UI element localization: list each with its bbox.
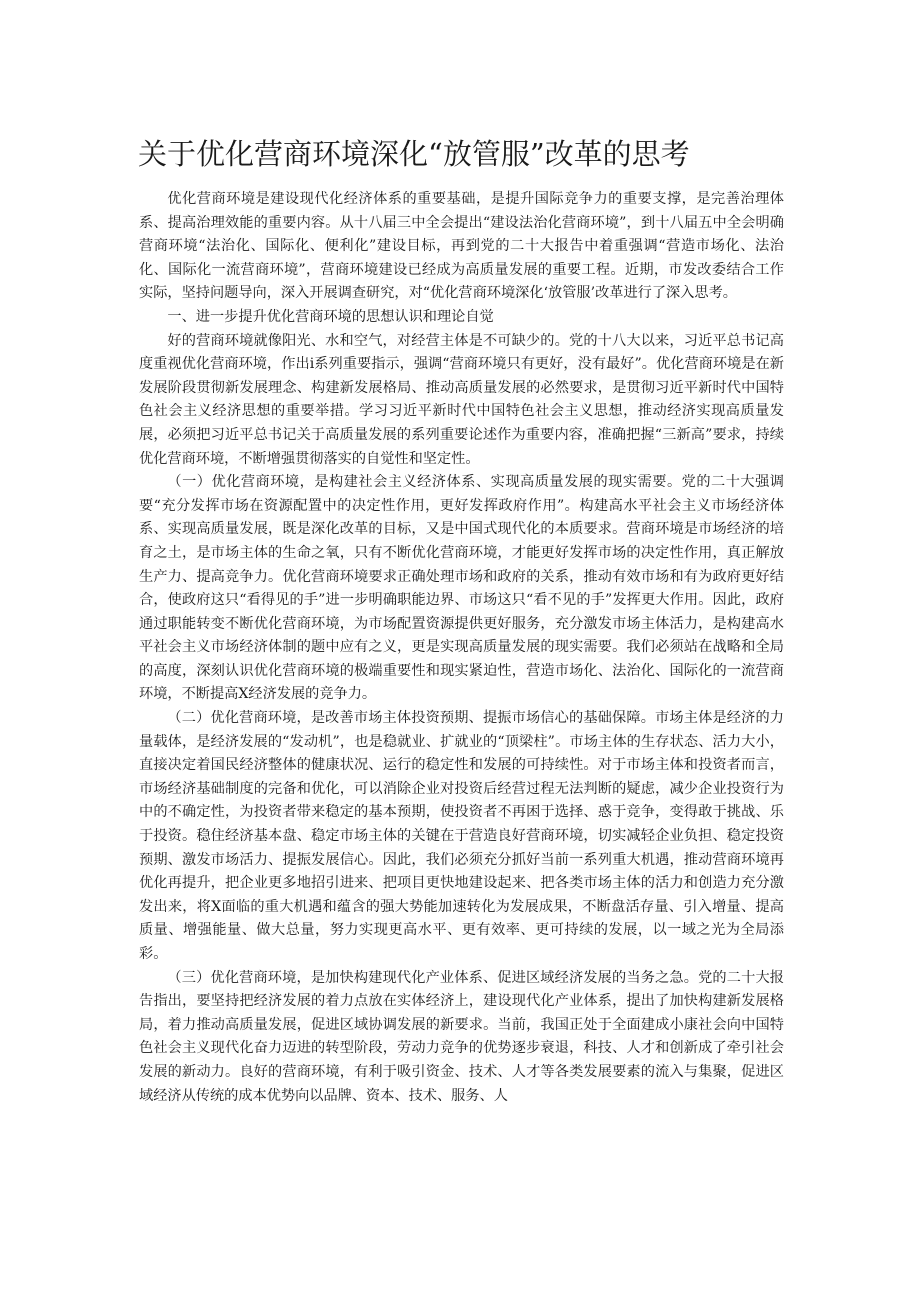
intro-paragraph: 优化营商环境是建设现代化经济体系的重要基础，是提升国际竞争力的重要支撑，是完善治理体系、提高治理效能的重要内容。从十八届三中全会提出“建设法治化营商环境”，到十八届五中全会明确营商环境“法治化、国际化、便利化”建设目标，再到党的二十大报告中着重强调“营造市场化、法治化、国际化一流营商环境”，营商环境建设已经成为高质量发展的重要工程。近期，市发改委结合工作实际，坚持问题导向，深入开展调查研究，对“优化营商环境深化‘放管服’改革进行了深入思考。 [139, 191, 784, 302]
body-paragraph: 好的营商环境就像阳光、水和空气，对经营主体是不可缺少的。党的十八大以来，习近平总书记高度重视优化营商环境，作出i系列重要指示，强调“营商环境只有更好，没有最好”。优化营商环境是在新发展阶段贯彻新发展理念、构建新发展格局、推动高质量发展的必然要求，是贯彻习近平新时代中国特色社会主义经济思想的重要举措。学习习近平新时代中国特色社会主义思想，推动经济实现高质量发展，必须把习近平总书记关于高质量发展的系列重要论述作为重要内容，准确把握“三新高”要求，持续优化营商环境，不断增强贯彻落实的自觉性和坚定性。 [139, 332, 784, 467]
document-body [139, 188, 784, 1108]
body-paragraph: （一）优化营商环境，是构建社会主义经济体系、实现高质量发展的现实需要。党的二十大强调要“充分发挥市场在资源配置中的决定性作用，更好发挥政府作用”。构建高水平社会主义市场经济体系、实现高质量发展，既是深化改革的目标，又是中国式现代化的本质要求。营商环境是市场经济的培育之土，是市场主体的生命之氧，只有不断优化营商环境，才能更好发挥市场的决定性作用，真正解放生产力、提高竞争力。优化营商环境要求正确处理市场和政府的关系，推动有效市场和有为政府更好结合，使政府这只“看得见的手”进一步明确职能边界、市场这只“看不见的手”发挥更大作用。因此，政府通过职能转变不断优化营商环境，为市场配置资源提供更好服务，充分激发市场主体活力，是构建高水平社会主义市场经济体制的题中应有之义，更是实现高质量发展的现实需要。我们必须站在战略和全局的高度，深刻认识优化营商环境的极端重要性和现实紧迫性，营造市场化、法治化、国际化的一流营商环境，不断提高X经济发展的竞争力。 [139, 474, 784, 703]
body-paragraph: （三）优化营商环境，是加快构建现代化产业体系、促进区域经济发展的当务之急。党的二十大报告指出，要坚持把经济发展的着力点放在实体经济上，建设现代化产业体系，提出了加快构建新发展格局，着力推动高质量发展，促进区域协调发展的新要求。当前，我国正处于全面建成小康社会向中国特色社会主义现代化奋力迈进的转型阶段，劳动力竞争的优势逐步衰退，科技、人才和创新成了牵引社会发展的新动力。良好的营商环境，有利于吸引资金、技术、人才等各类发展要素的流入与集聚，促进区域经济从传统的成本优势向以品牌、资本、技术、服务、人 [139, 969, 784, 1104]
body-paragraph: （二）优化营商环境，是改善市场主体投资预期、提振市场信心的基础保障。市场主体是经济的力量载体，是经济发展的“发动机”，也是稳就业、扩就业的“顶梁柱”。市场主体的生存状态、活力大小，直接决定着国民经济整体的健康状况、运行的稳定性和发展的可持续性。对于市场主体和投资者而言，市场经济基础制度的完备和优化，可以消除企业对投资后经营过程无法判断的疑虑，减少企业投资行为中的不确定性，为投资者带来稳定的基本预期，使投资者不再困于选择、惑于竞争，变得敢于挑战、乐于投资。稳住经济基本盘、稳定市场主体的关键在于营造良好营商环境，切实减轻企业负担、稳定投资预期、激发市场活力、提振发展信心。因此，我们必须充分抓好当前一系列重大机遇，推动营商环境再优化再提升，把企业更多地招引进来、把项目更快地建设起来、把各类市场主体的活力和创造力充分激发出来，将X面临的重大机遇和蕴含的强大势能加速转化为发展成果，不断盘活存量、引入增量、提高质量、增强能量、做大总量，努力实现更高水平、更有效率、更可持续的发展，以一域之光为全局添彩。 [139, 710, 784, 962]
document-title: 关于优化营商环境深化“放管服”改革的思考 [138, 137, 690, 171]
section-heading: 一、进一步提升优化营商环境的思想认识和理论自觉 [167, 308, 494, 325]
